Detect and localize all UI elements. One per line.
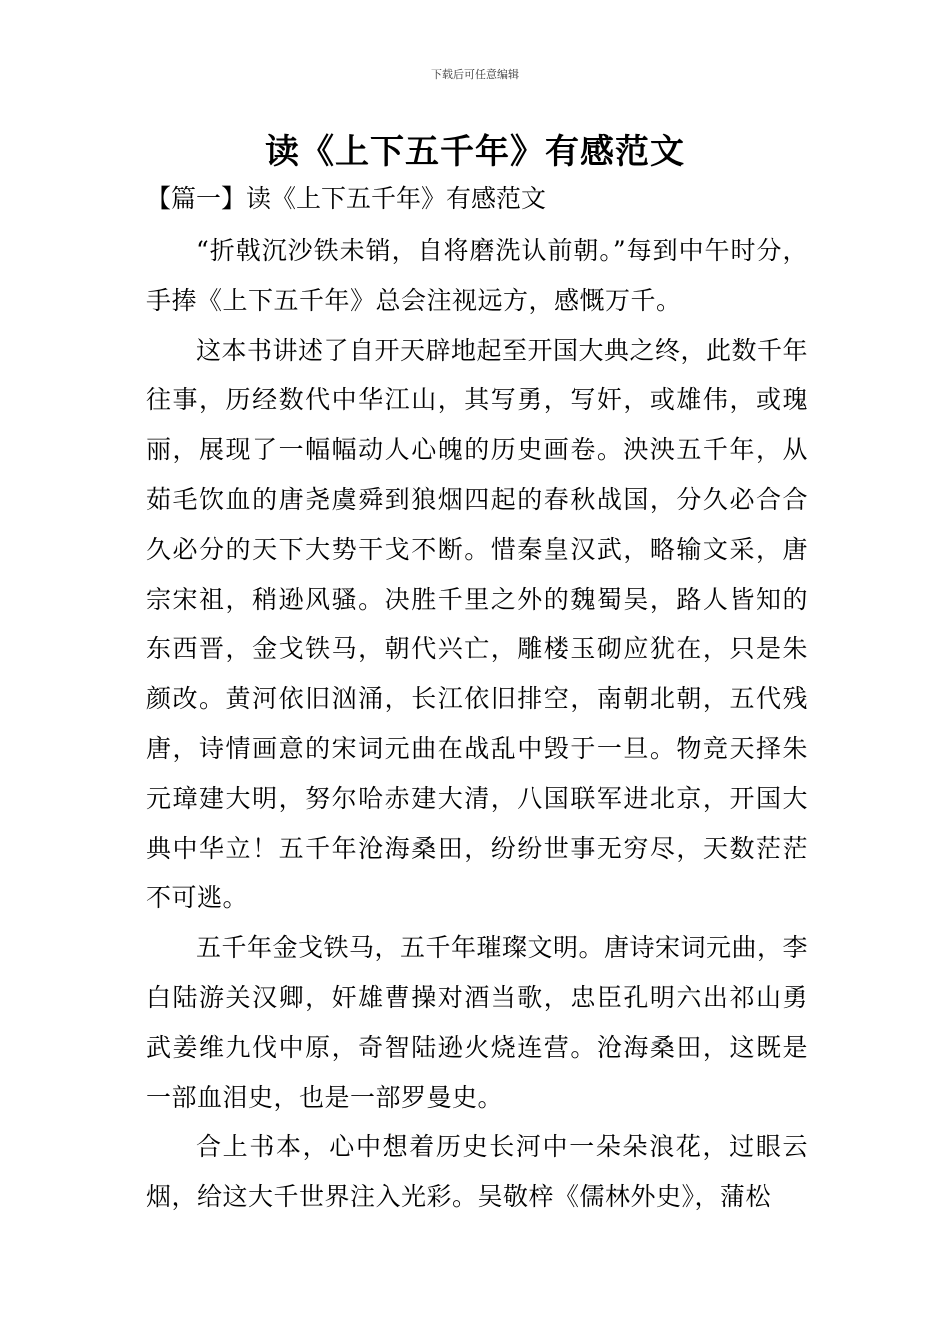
paragraph: “折戟沉沙铁未销，自将磨洗认前朝。”每到中午时分，手捧《上下五千年》总会注视远方，感慨万千。	[146, 236, 808, 315]
section-heading: 【篇一】读《上下五千年》有感范文	[146, 184, 547, 213]
page-header-note: 下载后可任意编辑	[431, 68, 519, 81]
paragraph: 这本书讲述了自开天辟地起至开国大典之终，此数千年往事，历经数代中华江山，其写勇，写奸，或雄伟，或瑰丽，展现了一幅幅动人心魄的历史画卷。泱泱五千年，从茹毛饮血的唐尧虞舜到狼烟四起的春秋战国，分久必合合久必分的天下大势干戈不断。惜秦皇汉武，略输文采，唐宗宋祖，稍逊风骚。决胜千里之外的魏蜀吴，路人皆知的东西晋，金戈铁马，朝代兴亡，雕楼玉砌应犹在，只是朱颜改。黄河依旧汹涌，长江依旧排空，南朝北朝，五代残唐，诗情画意的宋词元曲在战乱中毁于一旦。物竞天择朱元璋建大明，努尔哈赤建大清，八国联军进北京，开国大典中华立！五千年沧海桑田，纷纷世事无穷尽，天数茫茫不可逃。	[146, 335, 809, 913]
document-body	[146, 226, 808, 1222]
paragraph: 五千年金戈铁马，五千年璀璨文明。唐诗宋词元曲，李白陆游关汉卿，奸雄曹操对酒当歌，忠臣孔明六出祁山勇武姜维九伐中原，奇智陆逊火烧连营。沧海桑田，这既是一部血泪史，也是一部罗曼史。	[146, 933, 809, 1112]
paragraph: 合上书本，心中想着历史长河中一朵朵浪花，过眼云烟，给这大千世界注入光彩。吴敬梓《儒林外史》，蒲松	[146, 1132, 808, 1212]
document-title: 读《上下五千年》有感范文	[265, 132, 685, 172]
